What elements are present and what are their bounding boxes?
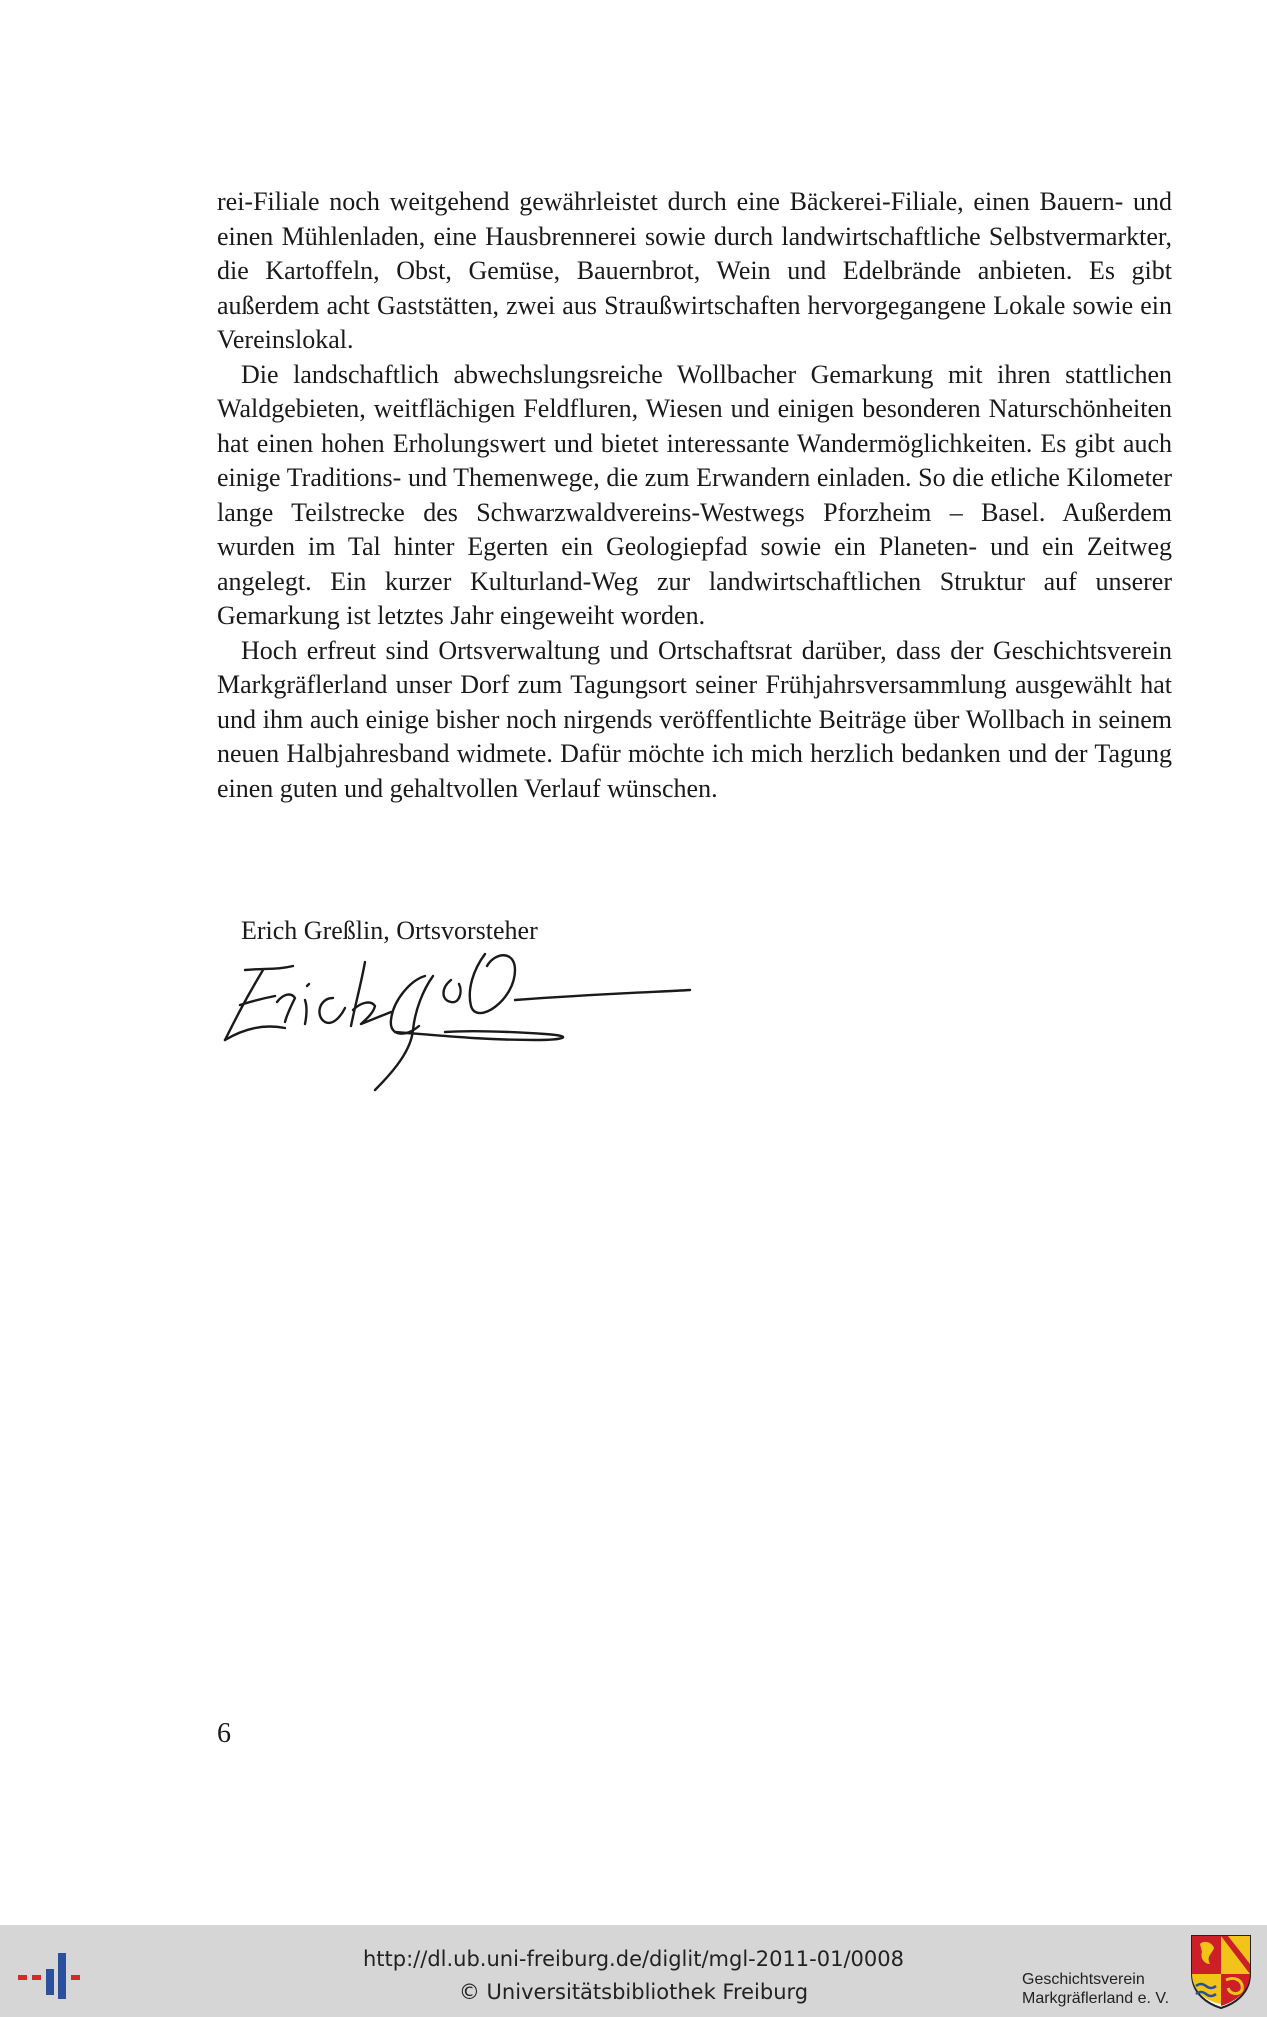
handwritten-signature: [215, 940, 695, 1100]
coat-of-arms-icon: [1190, 1934, 1252, 2010]
organization-line-2: Markgräflerland e. V.: [1022, 1990, 1170, 2007]
signatory-name: Erich Greßlin, Ortsvorsteher: [241, 916, 538, 945]
source-url[interactable]: http://dl.ub.uni-freiburg.de/diglit/mgl-2011-01/0008: [362, 1947, 904, 1971]
copyright-notice: © Universitätsbibliothek Freiburg: [458, 1980, 809, 2004]
paragraph-3: Hoch erfreut sind Ortsverwaltung und Ortschaftsrat darüber, dass der Geschichtsverein Markgräflerland unser Dorf zum Tagungsort seiner Frühjahrsversammlung ausgewählt hat und ihm auch einige bisher noch nirgends veröffentlichte Beiträge über Wollbach in seinem neuen Halbjahresband widmete. Dafür möchte ich mich herzlich bedanken und der Tagung einen guten und gehaltvollen Verlauf wünschen.: [217, 635, 1172, 803]
paragraph-1: rei-Filiale noch weitgehend gewährleistet durch eine Bäckerei-Filiale, einen Bauern- und einen Mühlenladen, eine Hausbrennerei sowie durch landwirtschaftliche Selbstvermarkter, die Kartoffeln, Obst, Gemüse, Bauernbrot, Wein und Edelbrände anbieten. Es gibt außerdem acht Gaststätten, zwei aus Straußwirtschaften hervorgegangene Lokale sowie ein Vereinslokal.: [217, 187, 1172, 354]
body-text: [217, 185, 1172, 806]
page-number: 6: [217, 1718, 231, 1749]
organization-name: [1022, 1970, 1169, 2008]
organization-line-1: Geschichtsverein: [1022, 1971, 1145, 1988]
paragraph-2: Die landschaftlich abwechslungsreiche Wollbacher Gemarkung mit ihren stattlichen Waldgebieten, weitflächigen Feldfluren, Wiesen und einigen besonderen Naturschönheiten hat einen hohen Erholungswert und bietet interessante Wandermöglichkeiten. Es gibt auch einige Traditions- und Themenwege, die zum Erwandern einladen. So die etliche Kilometer lange Teilstrecke des Schwarzwaldvereins-Westwegs Pforzheim – Basel. Außerdem wurden im Tal hinter Egerten ein Geologiepfad sowie ein Planeten- und ein Zeitweg angelegt. Ein kurzer Kulturland-Weg zur landwirtschaftlichen Struktur auf unserer Gemarkung ist letztes Jahr eingeweiht worden.: [217, 359, 1172, 630]
footer-bar: [0, 1925, 1267, 2017]
